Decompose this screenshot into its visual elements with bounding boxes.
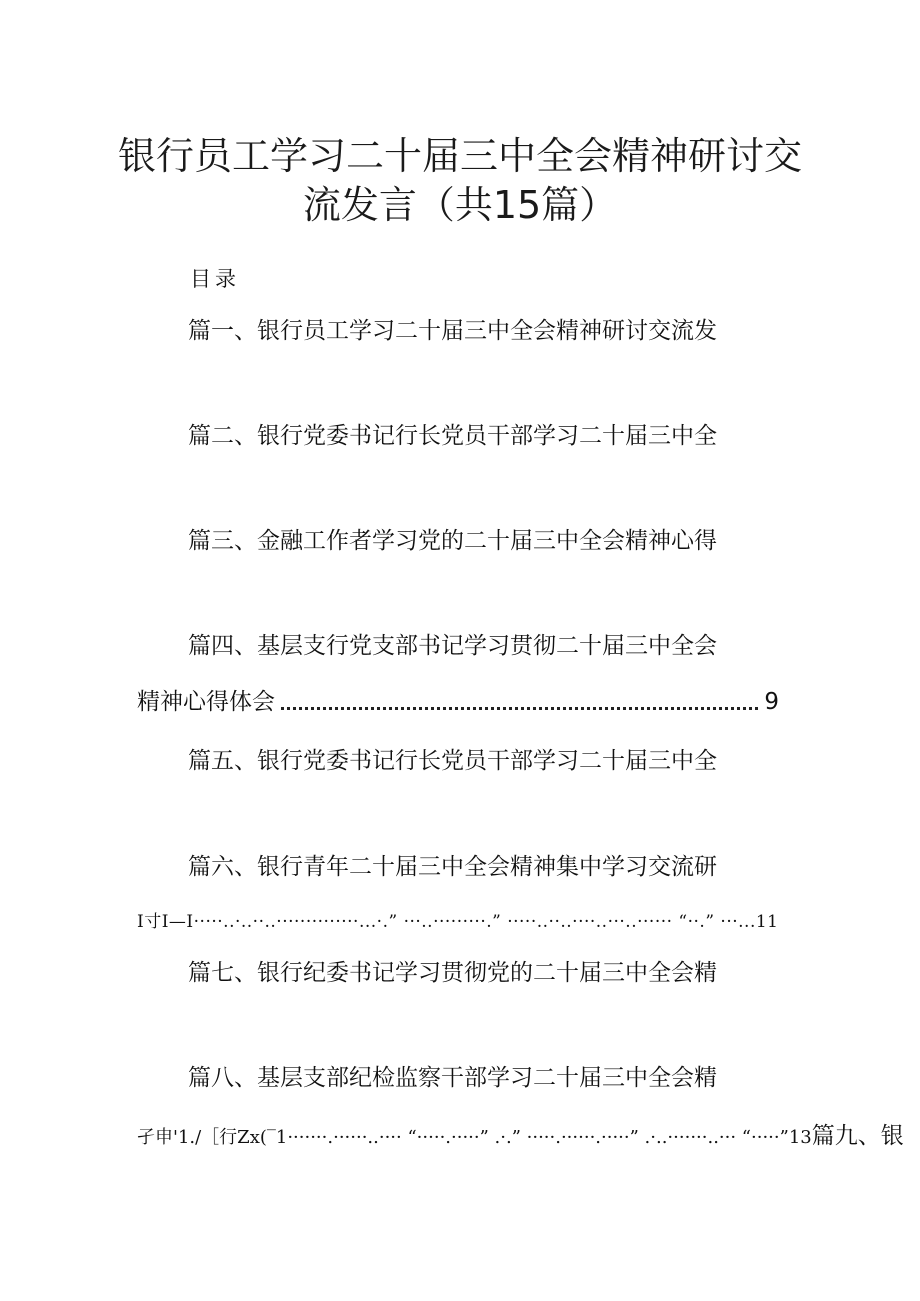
toc-entry-3: 篇三、金融工作者学习党的二十届三中全会精神心得: [188, 528, 717, 554]
toc-entry-6-continuation: I寸I—I·····..·..··..··············...·.” ···..·········.” ·····..··..····..···..······ “··.” ···...11: [137, 912, 779, 932]
toc-entry-4-page: 9: [764, 689, 779, 715]
toc-entry-1: 篇一、银行员工学习二十届三中全会精神研讨交流发: [188, 318, 717, 344]
toc-entry-2: 篇二、银行党委书记行长党员干部学习二十届三中全: [188, 423, 717, 449]
toc-entry-4-cont-text: 精神心得体会: [137, 689, 275, 715]
toc-entry-4: 篇四、基层支行党支部书记学习贯彻二十届三中全会: [188, 633, 717, 659]
toc-entry-8-continuation: [137, 1117, 904, 1150]
toc-entry-4-continuation: [137, 691, 779, 714]
toc-entry-6: 篇六、银行青年二十届三中全会精神集中学习交流研: [188, 854, 717, 880]
toc-entry-8: 篇八、基层支部纪检监察干部学习二十届三中全会精: [188, 1065, 717, 1091]
toc-heading: 目录: [190, 267, 240, 291]
document-title-line-1: 银行员工学习二十届三中全会精神研讨交: [117, 134, 802, 178]
toc-entry-9-start: 篇九、银: [811, 1123, 904, 1149]
dot-leader: [281, 707, 758, 710]
toc-entry-7: 篇七、银行纪委书记学习贯彻党的二十届三中全会精: [188, 960, 717, 986]
document-title-line-2: 流发言（共15篇）: [302, 183, 618, 227]
toc-entry-5: 篇五、银行党委书记行长党员干部学习二十届三中全: [188, 748, 717, 774]
toc-entry-8-cont-text: 孑申'1./［行Zx(‾1·······.······..···· “·····.·····” .·.” ·····.······.·····” .·..·······..··· “·····”13: [137, 1127, 812, 1148]
